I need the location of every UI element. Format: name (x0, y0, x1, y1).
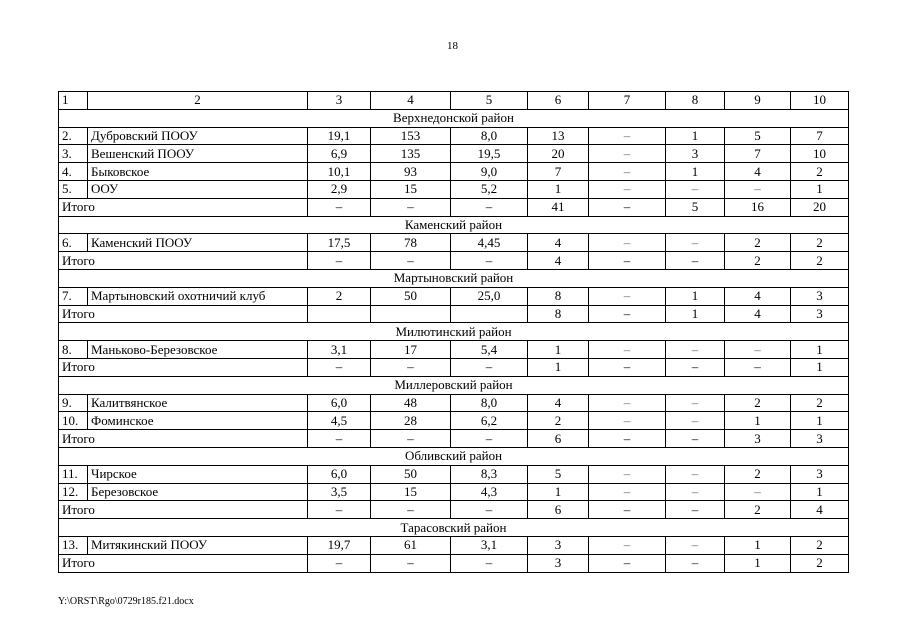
table-body (59, 92, 849, 573)
total-cell-c9: 4 (725, 305, 791, 323)
table-row (59, 163, 849, 181)
value-cell-c7: – (589, 287, 666, 305)
value-cell-c7: – (589, 234, 666, 252)
hunting-ground-name: Чирское (88, 465, 308, 483)
value-cell-c4: 15 (371, 483, 451, 501)
value-cell-c4: 15 (371, 180, 451, 198)
value-cell-c7: – (589, 465, 666, 483)
value-cell-c6: 13 (528, 127, 589, 145)
total-cell-c6: 3 (528, 554, 589, 572)
value-cell-c8: – (666, 412, 725, 430)
district-header-row (59, 216, 849, 234)
hunting-ground-name: Фоминское (88, 412, 308, 430)
value-cell-c5: 3,1 (451, 536, 528, 554)
table-row (59, 341, 849, 359)
hunting-ground-name: Каменский ПООУ (88, 234, 308, 252)
header-cell: 4 (371, 92, 451, 110)
value-cell-c4: 135 (371, 145, 451, 163)
value-cell-c9: 4 (725, 163, 791, 181)
total-cell-c9: 1 (725, 554, 791, 572)
total-cell-c10: 1 (791, 358, 849, 376)
value-cell-c3: 2 (308, 287, 371, 305)
value-cell-c5: 5,2 (451, 180, 528, 198)
value-cell-c7: – (589, 394, 666, 412)
value-cell-c10: 2 (791, 163, 849, 181)
row-number: 5. (59, 180, 88, 198)
hunting-ground-name: Березовское (88, 483, 308, 501)
value-cell-c3: 4,5 (308, 412, 371, 430)
value-cell-c10: 1 (791, 341, 849, 359)
total-cell-c9: 2 (725, 252, 791, 270)
total-cell-c5: – (451, 554, 528, 572)
hunting-ground-name: Вешенский ПООУ (88, 145, 308, 163)
value-cell-c8: 3 (666, 145, 725, 163)
total-cell-c6: 8 (528, 305, 589, 323)
table-row (59, 412, 849, 430)
total-cell-c10: 2 (791, 252, 849, 270)
row-number: 4. (59, 163, 88, 181)
total-row (59, 252, 849, 270)
total-label: Итого (59, 305, 308, 323)
value-cell-c9: 1 (725, 412, 791, 430)
district-name: Каменский район (59, 216, 849, 234)
total-cell-c9: 16 (725, 198, 791, 216)
total-cell-c6: 1 (528, 358, 589, 376)
total-cell-c4: – (371, 430, 451, 448)
value-cell-c9: 2 (725, 234, 791, 252)
value-cell-c5: 5,4 (451, 341, 528, 359)
district-name: Верхнедонской район (59, 109, 849, 127)
value-cell-c6: 4 (528, 234, 589, 252)
value-cell-c6: 4 (528, 394, 589, 412)
header-cell: 9 (725, 92, 791, 110)
total-label: Итого (59, 430, 308, 448)
total-row (59, 501, 849, 519)
value-cell-c7: – (589, 163, 666, 181)
value-cell-c5: 4,45 (451, 234, 528, 252)
total-cell-c7: – (589, 198, 666, 216)
row-number: 8. (59, 341, 88, 359)
total-label: Итого (59, 554, 308, 572)
value-cell-c5: 4,3 (451, 483, 528, 501)
hunting-ground-name: Калитвянское (88, 394, 308, 412)
value-cell-c9: 4 (725, 287, 791, 305)
total-cell-c5: – (451, 501, 528, 519)
value-cell-c3: 3,1 (308, 341, 371, 359)
value-cell-c4: 61 (371, 536, 451, 554)
value-cell-c4: 48 (371, 394, 451, 412)
total-cell-c3: – (308, 430, 371, 448)
total-row (59, 430, 849, 448)
total-cell-c7: – (589, 501, 666, 519)
value-cell-c5: 8,0 (451, 127, 528, 145)
value-cell-c3: 6,9 (308, 145, 371, 163)
value-cell-c5: 19,5 (451, 145, 528, 163)
total-cell-c6: 6 (528, 430, 589, 448)
value-cell-c8: – (666, 341, 725, 359)
value-cell-c3: 19,7 (308, 536, 371, 554)
row-number: 9. (59, 394, 88, 412)
value-cell-c8: – (666, 234, 725, 252)
district-header-row (59, 109, 849, 127)
value-cell-c7: – (589, 412, 666, 430)
total-row (59, 358, 849, 376)
total-cell-c4: – (371, 198, 451, 216)
total-cell-c8: – (666, 430, 725, 448)
value-cell-c10: 1 (791, 180, 849, 198)
header-cell: 2 (88, 92, 308, 110)
value-cell-c5: 8,3 (451, 465, 528, 483)
value-cell-c8: – (666, 465, 725, 483)
value-cell-c6: 8 (528, 287, 589, 305)
total-label: Итого (59, 501, 308, 519)
value-cell-c10: 2 (791, 536, 849, 554)
total-cell-c7: – (589, 554, 666, 572)
table-row (59, 483, 849, 501)
value-cell-c8: – (666, 483, 725, 501)
district-name: Миллеровский район (59, 376, 849, 394)
total-cell-c5: – (451, 430, 528, 448)
value-cell-c4: 50 (371, 465, 451, 483)
value-cell-c5: 8,0 (451, 394, 528, 412)
total-row (59, 554, 849, 572)
value-cell-c10: 10 (791, 145, 849, 163)
value-cell-c7: – (589, 145, 666, 163)
table-row (59, 536, 849, 554)
value-cell-c9: 2 (725, 394, 791, 412)
value-cell-c4: 28 (371, 412, 451, 430)
value-cell-c10: 1 (791, 483, 849, 501)
total-cell-c4: – (371, 358, 451, 376)
row-number: 12. (59, 483, 88, 501)
value-cell-c3: 2,9 (308, 180, 371, 198)
district-header-row (59, 519, 849, 537)
total-cell-c8: – (666, 358, 725, 376)
value-cell-c8: – (666, 536, 725, 554)
total-cell-c3: – (308, 252, 371, 270)
value-cell-c9: 7 (725, 145, 791, 163)
table-row (59, 145, 849, 163)
total-cell-c3: – (308, 358, 371, 376)
total-cell-c8: – (666, 554, 725, 572)
value-cell-c3: 6,0 (308, 465, 371, 483)
total-cell-c10: 3 (791, 305, 849, 323)
value-cell-c4: 153 (371, 127, 451, 145)
value-cell-c7: – (589, 536, 666, 554)
value-cell-c6: 1 (528, 341, 589, 359)
hunting-ground-name: Дубровский ПООУ (88, 127, 308, 145)
value-cell-c8: 1 (666, 163, 725, 181)
value-cell-c6: 3 (528, 536, 589, 554)
value-cell-c6: 5 (528, 465, 589, 483)
total-cell-c3: – (308, 501, 371, 519)
value-cell-c10: 2 (791, 234, 849, 252)
value-cell-c9: – (725, 483, 791, 501)
total-cell-c8: – (666, 252, 725, 270)
row-number: 3. (59, 145, 88, 163)
value-cell-c7: – (589, 483, 666, 501)
value-cell-c9: 1 (725, 536, 791, 554)
total-label: Итого (59, 198, 308, 216)
value-cell-c3: 19,1 (308, 127, 371, 145)
value-cell-c6: 1 (528, 180, 589, 198)
total-cell-c6: 4 (528, 252, 589, 270)
total-cell-c7: – (589, 430, 666, 448)
table-row (59, 127, 849, 145)
row-number: 13. (59, 536, 88, 554)
district-name: Мартыновский район (59, 269, 849, 287)
value-cell-c9: – (725, 180, 791, 198)
total-cell-c6: 6 (528, 501, 589, 519)
total-cell-c5: – (451, 252, 528, 270)
value-cell-c4: 78 (371, 234, 451, 252)
district-name: Обливский район (59, 447, 849, 465)
value-cell-c3: 3,5 (308, 483, 371, 501)
total-cell-c4 (371, 305, 451, 323)
footer-file-path: Y:\ORST\Rgo\0729r185.f21.docx (58, 596, 194, 607)
district-name: Милютинский район (59, 323, 849, 341)
value-cell-c10: 2 (791, 394, 849, 412)
total-row (59, 198, 849, 216)
value-cell-c7: – (589, 180, 666, 198)
value-cell-c10: 3 (791, 287, 849, 305)
data-table (58, 91, 849, 573)
value-cell-c10: 1 (791, 412, 849, 430)
table-row (59, 234, 849, 252)
page-number: 18 (447, 40, 458, 52)
total-cell-c3 (308, 305, 371, 323)
row-number: 10. (59, 412, 88, 430)
value-cell-c9: – (725, 341, 791, 359)
total-cell-c3: – (308, 198, 371, 216)
total-cell-c4: – (371, 554, 451, 572)
value-cell-c7: – (589, 341, 666, 359)
total-cell-c3: – (308, 554, 371, 572)
total-cell-c5: – (451, 198, 528, 216)
value-cell-c6: 2 (528, 412, 589, 430)
value-cell-c10: 3 (791, 465, 849, 483)
total-cell-c9: 2 (725, 501, 791, 519)
value-cell-c8: 1 (666, 287, 725, 305)
row-number: 6. (59, 234, 88, 252)
header-cell: 1 (59, 92, 88, 110)
value-cell-c5: 9,0 (451, 163, 528, 181)
header-cell: 5 (451, 92, 528, 110)
hunting-ground-name: ООУ (88, 180, 308, 198)
header-cell: 10 (791, 92, 849, 110)
value-cell-c6: 1 (528, 483, 589, 501)
header-row (59, 92, 849, 110)
header-cell: 3 (308, 92, 371, 110)
total-cell-c10: 4 (791, 501, 849, 519)
hunting-ground-name: Мартыновский охотничий клуб (88, 287, 308, 305)
total-cell-c6: 41 (528, 198, 589, 216)
value-cell-c6: 20 (528, 145, 589, 163)
value-cell-c8: 1 (666, 127, 725, 145)
district-header-row (59, 269, 849, 287)
header-cell: 8 (666, 92, 725, 110)
total-cell-c4: – (371, 252, 451, 270)
row-number: 2. (59, 127, 88, 145)
total-cell-c10: 3 (791, 430, 849, 448)
district-header-row (59, 376, 849, 394)
total-cell-c4: – (371, 501, 451, 519)
district-header-row (59, 447, 849, 465)
header-cell: 7 (589, 92, 666, 110)
hunting-ground-name: Маньково-Березовское (88, 341, 308, 359)
value-cell-c9: 2 (725, 465, 791, 483)
value-cell-c4: 17 (371, 341, 451, 359)
header-cell: 6 (528, 92, 589, 110)
hunting-ground-name: Быковское (88, 163, 308, 181)
value-cell-c8: – (666, 394, 725, 412)
value-cell-c5: 25,0 (451, 287, 528, 305)
value-cell-c7: – (589, 127, 666, 145)
table-row (59, 394, 849, 412)
value-cell-c3: 17,5 (308, 234, 371, 252)
value-cell-c9: 5 (725, 127, 791, 145)
value-cell-c6: 7 (528, 163, 589, 181)
value-cell-c3: 10,1 (308, 163, 371, 181)
total-cell-c8: – (666, 501, 725, 519)
total-cell-c5 (451, 305, 528, 323)
total-cell-c10: 20 (791, 198, 849, 216)
total-cell-c10: 2 (791, 554, 849, 572)
total-cell-c8: 1 (666, 305, 725, 323)
total-cell-c7: – (589, 252, 666, 270)
total-label: Итого (59, 358, 308, 376)
district-header-row (59, 323, 849, 341)
table-row (59, 287, 849, 305)
total-label: Итого (59, 252, 308, 270)
row-number: 7. (59, 287, 88, 305)
district-name: Тарасовский район (59, 519, 849, 537)
value-cell-c8: – (666, 180, 725, 198)
value-cell-c4: 50 (371, 287, 451, 305)
row-number: 11. (59, 465, 88, 483)
total-row (59, 305, 849, 323)
value-cell-c4: 93 (371, 163, 451, 181)
total-cell-c5: – (451, 358, 528, 376)
total-cell-c8: 5 (666, 198, 725, 216)
hunting-ground-name: Митякинский ПООУ (88, 536, 308, 554)
total-cell-c9: – (725, 358, 791, 376)
total-cell-c7: – (589, 358, 666, 376)
value-cell-c3: 6,0 (308, 394, 371, 412)
table-row (59, 465, 849, 483)
total-cell-c7: – (589, 305, 666, 323)
value-cell-c5: 6,2 (451, 412, 528, 430)
total-cell-c9: 3 (725, 430, 791, 448)
value-cell-c10: 7 (791, 127, 849, 145)
table-row (59, 180, 849, 198)
